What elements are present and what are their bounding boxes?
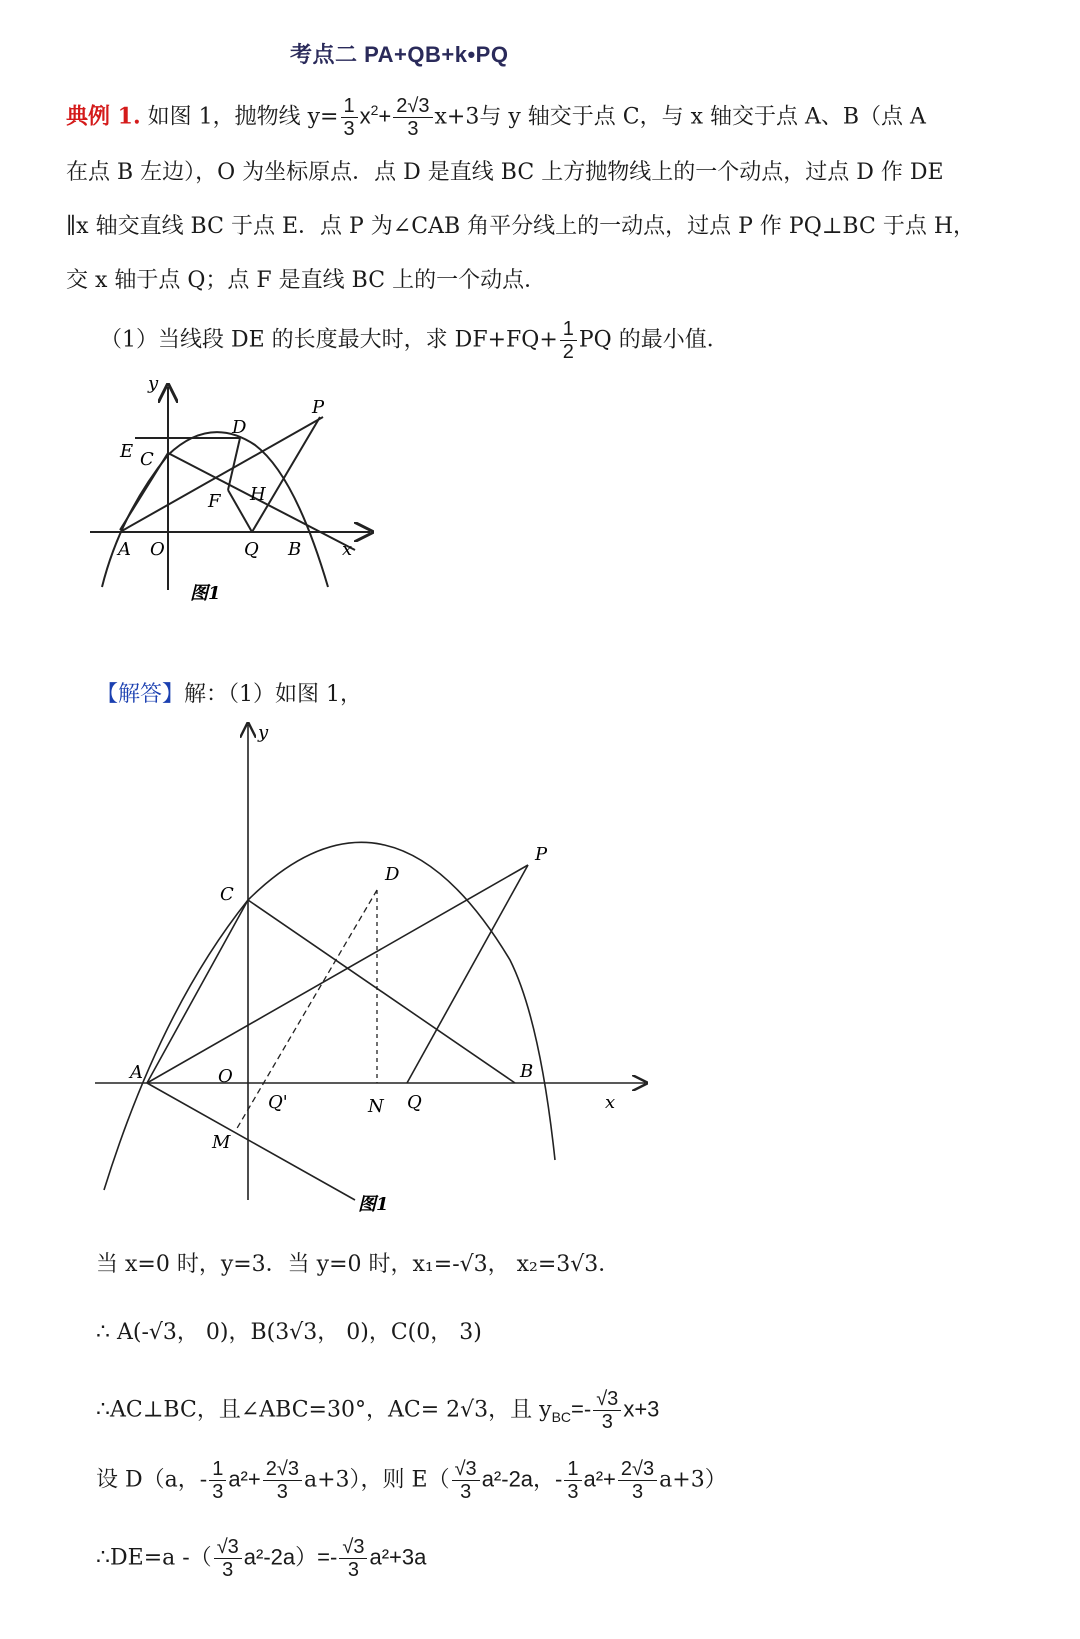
fraction: $\frac{√3}{3}$	[452, 1458, 480, 1503]
label-B: B	[288, 539, 302, 560]
label-B: B	[520, 1061, 534, 1082]
fraction: $\frac{2√3}{3}$	[393, 95, 432, 140]
label-A: A	[130, 1062, 143, 1083]
fraction: $\frac{2√3}{3}$	[263, 1458, 302, 1503]
label-x: x	[342, 539, 353, 560]
label-M: M	[212, 1132, 231, 1153]
label-C: C	[140, 449, 154, 470]
answer-header: 【解答】解：（1）如图 1，	[96, 682, 363, 707]
fraction: $\frac{√3}{3}$	[214, 1536, 242, 1581]
example-tag: 典例 1.	[66, 103, 141, 130]
figure-caption: 图1	[358, 1194, 389, 1215]
parabola	[104, 842, 555, 1190]
label-Q-prime: Q'	[268, 1092, 288, 1113]
problem-line-3: ∥x 轴交直线 BC 于点 E．点 P 为∠CAB 角平分线上的一动点，过点 P 作 PQ⊥BC 于点 H，	[66, 214, 976, 239]
figure-1-large	[90, 720, 650, 1220]
problem-line-4: 交 x 轴于点 Q；点 F 是直线 BC 上的一个动点．	[66, 268, 547, 293]
solution-line-4: 设 D（a，- $\frac{1}{3}$ a²+ $\frac{2√3}{3}$ a+3），则 E（ $\frac{√3}{3}$ a²-2a，- $\frac{1}{3}$ a²+ $\frac{2√3}{3}$ a+3）	[96, 1458, 727, 1503]
label-P: P	[312, 397, 325, 418]
label-y: y	[148, 375, 159, 394]
fraction: $\frac{1}{3}$	[564, 1458, 581, 1503]
label-x: x	[605, 1092, 616, 1113]
label-y: y	[258, 722, 269, 743]
label-H: H	[250, 484, 266, 505]
solution-line-5: ∴DE=a -（ $\frac{√3}{3}$ a²-2a）=- $\frac{√3}{3}$ a²+3a	[96, 1536, 427, 1581]
label-Q: Q	[244, 539, 259, 560]
solution-line-2: ∴ A(-√3， 0)，B(3√3， 0)，C(0， 3)	[96, 1320, 482, 1345]
label-Q: Q	[407, 1092, 422, 1113]
label-F: F	[208, 491, 221, 512]
label-O: O	[218, 1066, 233, 1087]
figure-1-small	[80, 375, 380, 635]
fraction: $\frac{√3}{3}$	[593, 1388, 621, 1433]
fraction: $\frac{2√3}{3}$	[618, 1458, 657, 1503]
question-1: （1）当线段 DE 的长度最大时，求 DF+FQ+ $\frac{1}{2}$ PQ 的最小值．	[100, 318, 729, 363]
solution-line-1: 当 x=0 时，y=3．当 y=0 时，x₁=-√3， x₂=3√3．	[96, 1252, 621, 1277]
answer-tag: 【解答】	[96, 682, 185, 707]
label-A: A	[118, 539, 131, 560]
fraction: $\frac{1}{3}$	[209, 1458, 226, 1503]
fraction: $\frac{√3}{3}$	[339, 1536, 367, 1581]
label-C: C	[220, 884, 234, 905]
section-title: 考点二 PA+QB+k•PQ	[290, 42, 509, 67]
solution-line-3: ∴AC⊥BC，且∠ABC=30°，AC= 2√3，且 $y_{BC}=-$ $\frac{√3}{3}$ x+3	[96, 1388, 660, 1433]
figure-caption: 图1	[190, 583, 221, 604]
problem-line-2: 在点 B 左边），O 为坐标原点．点 D 是直线 BC 上方抛物线上的一个动点，过点 D 作 DE	[66, 160, 944, 185]
problem-line-1: 典例 1. 如图 1，抛物线 y= $\frac{1}{3}$ $x^2+$ $\frac{2√3}{3}$ x+3与 y 轴交于点 C，与 x 轴交于点 A、B（点 A	[66, 95, 926, 140]
label-N: N	[368, 1096, 384, 1117]
label-D: D	[385, 864, 400, 885]
label-D: D	[232, 417, 247, 438]
label-O: O	[150, 539, 165, 560]
fraction: $\frac{1}{3}$	[341, 95, 358, 140]
fraction: $\frac{1}{2}$	[560, 318, 577, 363]
label-P: P	[535, 844, 548, 865]
label-E: E	[120, 441, 134, 462]
